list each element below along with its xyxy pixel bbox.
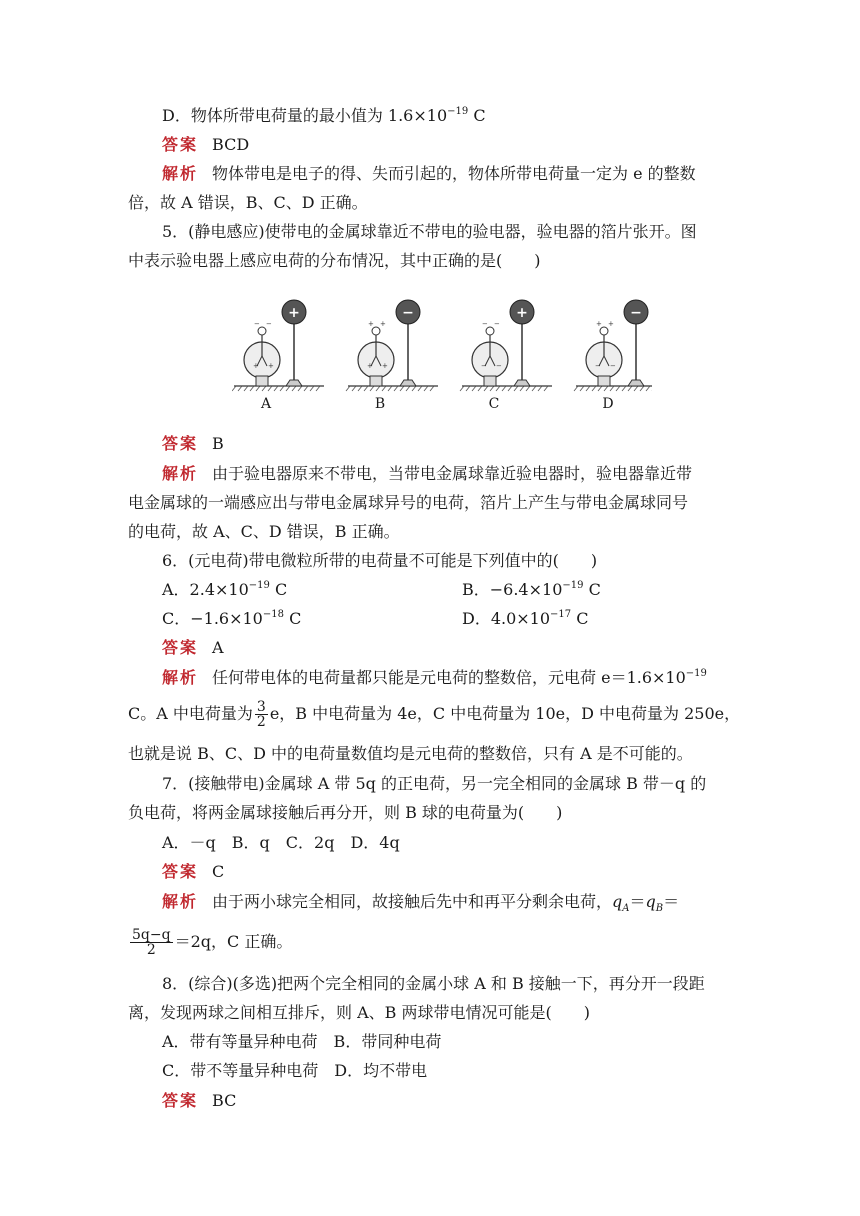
electroscope-panel xyxy=(346,300,438,412)
ground-hatch xyxy=(238,386,242,391)
stand-base xyxy=(514,380,530,386)
panel-label: A xyxy=(260,396,272,412)
answer-label: 答案 xyxy=(162,862,199,881)
ground-hatch xyxy=(274,386,278,391)
ground-hatch xyxy=(496,386,500,391)
leaf-charge: + xyxy=(367,362,373,370)
ground-hatch xyxy=(400,386,404,391)
ground-hatch xyxy=(388,386,392,391)
electroscope-diagram xyxy=(232,296,652,414)
q5-stem-line2: 中表示验电器上感应电荷的分布情况，其中正确的是( ) xyxy=(128,251,541,270)
ground-hatch xyxy=(364,386,368,391)
ground-hatch xyxy=(538,386,542,391)
q6-analysis-line3: 也就是说 B、C、D 中的电荷量数值均是元电荷的整数倍，只有 A 是不可能的。 xyxy=(128,744,693,763)
knob-charge: + xyxy=(380,320,386,328)
fraction-charge: $\frac{5q-q}{2}$ xyxy=(132,927,171,958)
ground-hatch xyxy=(292,386,296,391)
knob-charge: + xyxy=(608,320,614,328)
leaf-charge: + xyxy=(268,362,274,370)
knob-charge: − xyxy=(254,320,260,328)
ground-hatch xyxy=(310,386,314,391)
ground-hatch xyxy=(544,386,548,391)
q8-options-line1: A．带有等量异种电荷 B．带同种电荷 xyxy=(162,1032,442,1051)
electroscope-figure xyxy=(232,296,652,414)
ground-hatch xyxy=(382,386,386,391)
q7-stem-line2: 负电荷，将两金属球接触后再分开，则 B 球的电荷量为( ) xyxy=(128,803,563,822)
ground-hatch xyxy=(490,386,494,391)
q8-answer: 答案 BC xyxy=(162,1091,237,1110)
q6-option-a: A．$2.4\times 10^{-19}$ C xyxy=(162,580,288,599)
q4-analysis-line1: 解析 物体带电是电子的得、失而引起的，物体所带电荷量一定为 e 的整数 xyxy=(162,164,696,183)
ground-hatch xyxy=(622,386,626,391)
electroscope-panel xyxy=(574,300,652,412)
q8-stem-line2: 离，发现两球之间相互排斥，则 A、B 两球带电情况可能是( ) xyxy=(128,1003,590,1022)
ground-hatch xyxy=(352,386,356,391)
ground-hatch xyxy=(280,386,284,391)
ground-hatch xyxy=(466,386,470,391)
stand-base xyxy=(400,380,416,386)
q8-options-line2: C．带不等量异种电荷 D．均不带电 xyxy=(162,1061,428,1080)
answer-label: 答案 xyxy=(162,135,199,154)
q7-analysis-line1: 解析 由于两小球完全相同，故接触后先中和再平分剩余电荷，$q_A=q_B=$ xyxy=(162,892,680,914)
ball-sign: − xyxy=(402,305,414,321)
ground-hatch xyxy=(634,386,638,391)
q6-option-b: B．$-6.4\times 10^{-19}$ C xyxy=(462,580,601,599)
q5-analysis-line1: 解析 由于验电器原来不带电，当带电金属球靠近验电器时，验电器靠近带 xyxy=(162,464,693,483)
answer-label: 答案 xyxy=(162,1091,199,1110)
ground-hatch xyxy=(610,386,614,391)
ball-sign: + xyxy=(288,305,300,321)
q7-analysis-line2: $\frac{5q-q}{2}$ ＝2q，C 正确。 xyxy=(132,927,293,958)
ground-hatch xyxy=(412,386,416,391)
ground-hatch xyxy=(628,386,632,391)
ground-hatch xyxy=(616,386,620,391)
ground-hatch xyxy=(394,386,398,391)
q5-analysis-line3: 的电荷，故 A、C、D 错误，B 正确。 xyxy=(128,522,400,541)
q6-analysis-line2: C。A 中电荷量为 $\frac{3}{2}$ e，B 中电荷量为 4e，C 中电荷量为 10e，D 中电荷量为 250e， xyxy=(128,699,741,730)
q7-answer: 答案 C xyxy=(162,862,225,881)
ground-hatch xyxy=(508,386,512,391)
leaf-charge: − xyxy=(496,362,502,370)
ground-hatch xyxy=(244,386,248,391)
ground-hatch xyxy=(574,386,578,391)
q4-answer: 答案 BCD xyxy=(162,135,250,154)
analysis-label: 解析 xyxy=(162,892,199,911)
ground-hatch xyxy=(580,386,584,391)
ground-hatch xyxy=(232,386,236,391)
electroscope-panel xyxy=(232,300,324,412)
q4-option-d: D．物体所带电荷量的最小值为 $1.6\times 10^{-19}$ C xyxy=(162,106,486,125)
q7-options: A．－q B．q C．2q D．4q xyxy=(162,833,400,852)
q5-stem-line1: 5．(静电感应)使带电的金属球靠近不带电的验电器，验电器的箔片张开。图 xyxy=(162,222,697,241)
ground-hatch xyxy=(370,386,374,391)
q6-answer: 答案 A xyxy=(162,638,224,657)
fraction-three-halves: $\frac{3}{2}$ xyxy=(256,699,266,730)
analysis-label: 解析 xyxy=(162,464,199,483)
ground-hatch xyxy=(298,386,302,391)
ground-hatch xyxy=(430,386,434,391)
ground-hatch xyxy=(316,386,320,391)
leaf-charge: − xyxy=(595,362,601,370)
ground-hatch xyxy=(262,386,266,391)
analysis-label: 解析 xyxy=(162,668,199,687)
knob-charge: + xyxy=(596,320,602,328)
ground-hatch xyxy=(268,386,272,391)
ground-hatch xyxy=(646,386,650,391)
panel-label: C xyxy=(488,396,500,412)
q6-stem: 6．(元电荷)带电微粒所带的电荷量不可能是下列值中的( ) xyxy=(162,551,598,570)
ground-hatch xyxy=(592,386,596,391)
ground-hatch xyxy=(514,386,518,391)
knob-charge: − xyxy=(494,320,500,328)
ground-hatch xyxy=(472,386,476,391)
q5-analysis-line2: 电金属球的一端感应出与带电金属球异号的电荷，箔片上产生与带电金属球同号 xyxy=(128,493,689,512)
electroscope-base xyxy=(256,376,268,386)
electroscope-base xyxy=(370,376,382,386)
q6-option-c: C．$-1.6\times 10^{-18}$ C xyxy=(162,609,302,628)
electroscope-knob xyxy=(486,327,494,335)
q7-stem-line1: 7．(接触带电)金属球 A 带 5q 的正电荷，另一完全相同的金属球 B 带－q 的 xyxy=(162,774,707,793)
knob-charge: + xyxy=(368,320,374,328)
electroscope-panel xyxy=(460,300,552,412)
q6-options-row1 xyxy=(162,578,722,602)
stand-base xyxy=(286,380,302,386)
ground-hatch xyxy=(640,386,644,391)
leaf-charge: − xyxy=(481,362,487,370)
answer-label: 答案 xyxy=(162,434,199,453)
q4-analysis-line2: 倍，故 A 错误，B、C、D 正确。 xyxy=(128,193,368,212)
panel-label: B xyxy=(374,396,386,412)
ground-hatch xyxy=(346,386,350,391)
leaf-charge: − xyxy=(610,362,616,370)
q8-stem-line1: 8．(综合)(多选)把两个完全相同的金属小球 A 和 B 接触一下，再分开一段距 xyxy=(162,974,705,993)
knob-charge: − xyxy=(266,320,272,328)
ground-hatch xyxy=(286,386,290,391)
ground-hatch xyxy=(406,386,410,391)
q5-answer: 答案 B xyxy=(162,434,224,453)
ball-sign: + xyxy=(516,305,528,321)
ground-hatch xyxy=(520,386,524,391)
answer-label: 答案 xyxy=(162,638,199,657)
ground-hatch xyxy=(526,386,530,391)
ground-hatch xyxy=(604,386,608,391)
electroscope-knob xyxy=(600,327,608,335)
ground-hatch xyxy=(484,386,488,391)
electroscope-knob xyxy=(372,327,380,335)
ground-hatch xyxy=(250,386,254,391)
ground-hatch xyxy=(502,386,506,391)
electroscope-base xyxy=(484,376,496,386)
ground-hatch xyxy=(304,386,308,391)
ground-hatch xyxy=(460,386,464,391)
panel-label: D xyxy=(602,396,614,412)
electroscope-knob xyxy=(258,327,266,335)
electroscope-base xyxy=(598,376,610,386)
leaf-charge: + xyxy=(253,362,259,370)
ground-hatch xyxy=(376,386,380,391)
ground-hatch xyxy=(532,386,536,391)
analysis-label: 解析 xyxy=(162,164,199,183)
q6-options-row2 xyxy=(162,607,722,631)
ground-hatch xyxy=(478,386,482,391)
ground-hatch xyxy=(358,386,362,391)
leaf-charge: + xyxy=(382,362,388,370)
q6-analysis-line1: 解析 任何带电体的电荷量都只能是元电荷的整数倍，元电荷 $e=1.6\times 10^{-19}$ xyxy=(162,668,707,687)
stand-base xyxy=(628,380,644,386)
q6-option-d: D．$4.0\times 10^{-17}$ C xyxy=(462,609,589,628)
ground-hatch xyxy=(586,386,590,391)
ground-hatch xyxy=(424,386,428,391)
ground-hatch xyxy=(256,386,260,391)
ground-hatch xyxy=(418,386,422,391)
ball-sign: − xyxy=(630,305,642,321)
knob-charge: − xyxy=(482,320,488,328)
ground-hatch xyxy=(598,386,602,391)
